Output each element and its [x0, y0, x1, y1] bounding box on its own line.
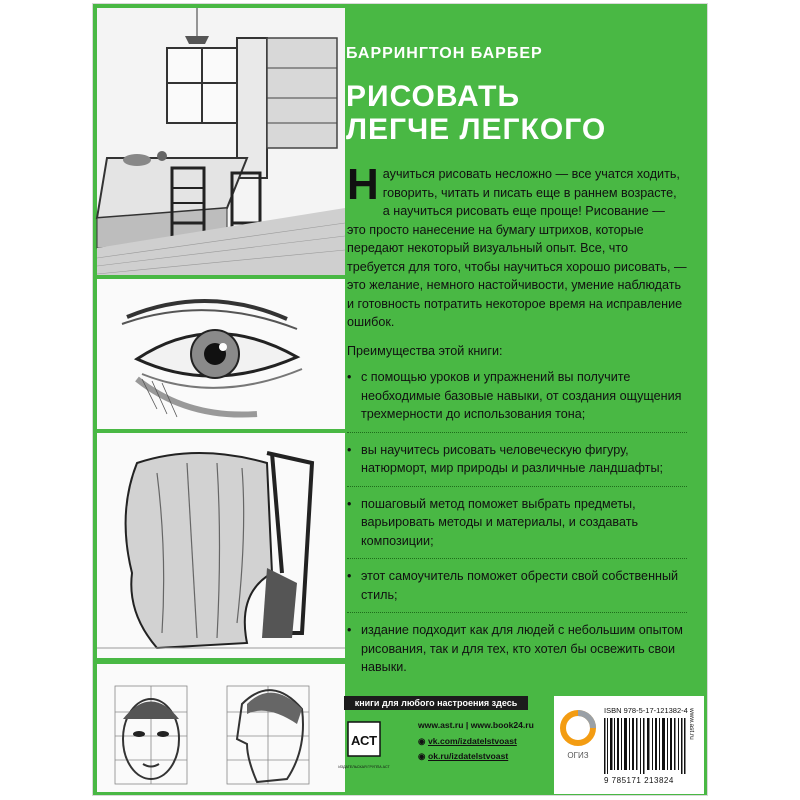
publisher-caption: ИЗДАТЕЛЬСКАЯ ГРУППА АСТ — [338, 765, 390, 769]
website-link[interactable]: www.ast.ru | www.book24.ru — [418, 720, 534, 730]
eye-illustration — [97, 279, 345, 429]
draped-cloth-illustration — [97, 433, 345, 658]
divider — [347, 612, 687, 613]
publisher-logo — [338, 718, 390, 774]
intro-text: аучиться рисовать несложно — все учатся ходить, говорить, читать и писать еще в раннем возрасте, а научиться рисовать еще проще! Рисование — это просто нанесение на бумагу штрихов, которые передают некоторый визуальный опыт. Все, что требуется для того, чтобы научиться хорошо рисовать, — это желание, немного настойчивости, умение наблюдать и готовность потратить некоторое время на исправление ошибок. — [347, 167, 687, 329]
vertical-code: www.ast.ru — [688, 708, 695, 740]
ok-link[interactable]: ok.ru/izdatelstvoast — [428, 751, 509, 761]
tagline-banner: книги для любого настроения здесь — [344, 696, 528, 710]
vk-icon: ◉ — [418, 735, 426, 746]
face-proportions-illustration — [97, 664, 345, 792]
advantage-item: • вы научитесь рисовать человеческую фигуру, натюрморт, мир природы и различные ландшафты; — [347, 441, 687, 478]
ok-icon: ◉ — [418, 751, 426, 761]
intro-paragraph — [347, 160, 687, 332]
divider — [347, 432, 687, 433]
barcode-number: 9 785171 213824 — [604, 776, 674, 785]
book-cover-back — [92, 3, 708, 796]
divider — [347, 558, 687, 559]
book-title — [346, 80, 606, 146]
logo-caption: ОГИЗ — [567, 751, 589, 760]
dropcap-letter: Н — [347, 160, 379, 209]
ogiz-logo-icon — [558, 706, 598, 766]
author-name: БАРРИНГТОН БАРБЕР — [346, 45, 543, 62]
publisher-links — [418, 718, 534, 765]
divider — [347, 486, 687, 487]
interior-illustration — [97, 8, 345, 275]
advantage-item: • этот самоучитель поможет обрести свой собственный стиль; — [347, 567, 687, 604]
isbn-block — [554, 696, 704, 794]
advantage-item: • пошаговый метод поможет выбрать предметы, варьировать методы и материалы, и создавать композиции; — [347, 495, 687, 551]
publisher-logo-text: АСТ — [350, 733, 378, 748]
title-line-1: РИСОВАТЬ — [346, 80, 521, 113]
advantage-item: • издание подходит как для людей с небольшим опытом рисования, так и для тех, кто хотел бы освежить свои навыки. — [347, 621, 687, 677]
vk-link[interactable]: vk.com/izdatelstvoast — [428, 735, 517, 746]
advantage-item: • с помощью уроков и упражнений вы получите необходимые базовые навыки, от создания ощущения трехмерности до использования тона; — [347, 368, 687, 424]
isbn-number: ISBN 978-5-17-121382-4 — [604, 706, 688, 715]
barcode-icon — [604, 718, 686, 774]
advantages-list — [347, 368, 687, 677]
title-line-2: ЛЕГЧЕ ЛЕГКОГО — [346, 113, 607, 146]
advantages-heading: Преимущества этой книги: — [347, 344, 503, 358]
